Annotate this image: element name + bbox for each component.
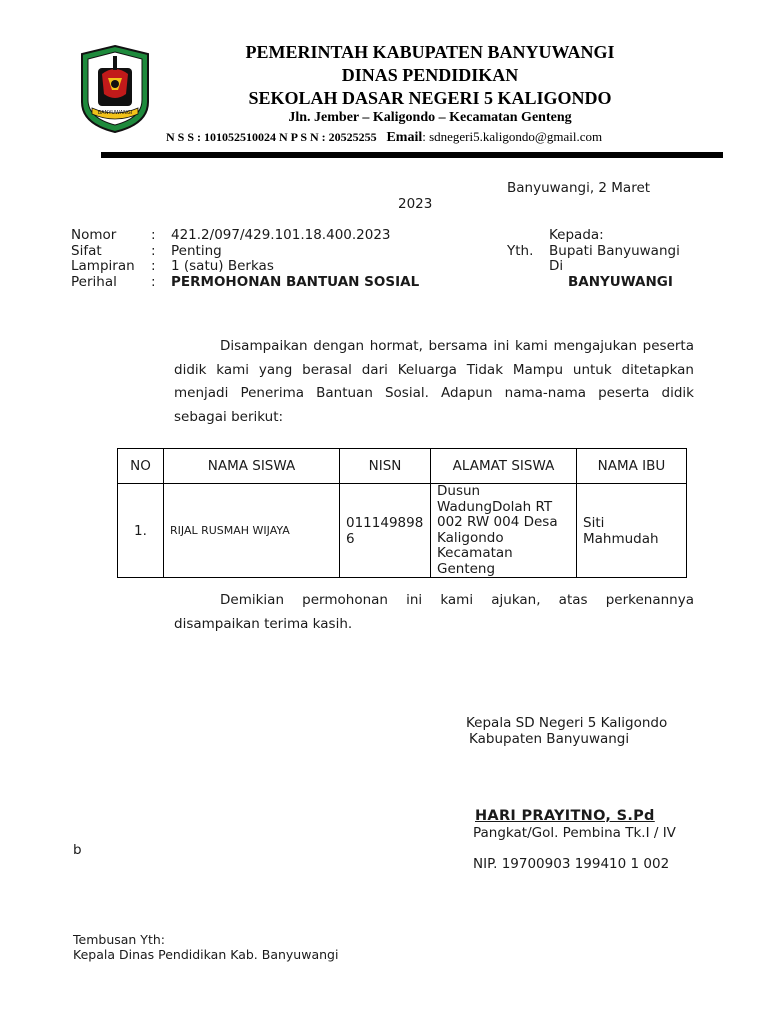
header-alamat: ALAMAT SISWA	[431, 449, 577, 484]
table-row	[118, 484, 687, 578]
recipient-name: Bupati Banyuwangi	[549, 243, 680, 259]
body-paragraph-closing	[174, 589, 694, 636]
lampiran-value: 1 (satu) Berkas	[171, 258, 274, 274]
recipient-di: Di	[549, 258, 564, 274]
letterhead-address: Jln. Jember – Kaligondo – Kecamatan Genteng	[288, 110, 572, 125]
letterhead-government: PEMERINTAH KABUPATEN BANYUWANGI	[245, 42, 615, 62]
cc-recipient: Kepala Dinas Pendidikan Kab. Banyuwangi	[73, 947, 339, 962]
paragraph-text: Demikian permohonan ini kami ajukan, atas perkenannya disampaikan terima kasih.	[174, 592, 694, 632]
header-no: NO	[118, 449, 164, 484]
colon: :	[151, 258, 156, 274]
nomor-value: 421.2/097/429.101.18.400.2023	[171, 227, 391, 243]
student-table	[117, 448, 687, 578]
perihal-value: PERMOHONAN BANTUAN SOSIAL	[171, 274, 420, 290]
signer-name: HARI PRAYITNO, S.Pd	[475, 808, 655, 824]
signer-nip: NIP. 19700903 199410 1 002	[473, 856, 670, 872]
cell-no: 1.	[118, 484, 164, 578]
regency-logo	[78, 44, 152, 134]
email-value: : sdnegeri5.kaligondo@gmail.com	[422, 129, 603, 144]
colon: :	[151, 227, 156, 243]
perihal-label: Perihal	[71, 274, 117, 290]
header-nama-ibu: NAMA IBU	[577, 449, 687, 484]
signer-institution: Kabupaten Banyuwangi	[469, 731, 630, 747]
svg-text:BANYUWANGI: BANYUWANGI	[97, 110, 133, 116]
letterhead-nss: N S S : 101052510024 N P S N : 20525255	[166, 130, 377, 144]
colon: :	[151, 274, 156, 290]
letter-year: 2023	[398, 196, 433, 212]
sifat-label: Sifat	[71, 243, 102, 259]
lampiran-label: Lampiran	[71, 258, 135, 274]
letterhead-ids	[166, 129, 602, 146]
letterhead-department: DINAS PENDIDIKAN	[341, 65, 519, 85]
table-header-row	[118, 449, 687, 484]
sifat-value: Penting	[171, 243, 222, 259]
recipient-yth: Yth.	[507, 243, 534, 259]
colon: :	[151, 243, 156, 259]
email-label: Email	[386, 130, 423, 145]
recipient-place: BANYUWANGI	[568, 274, 673, 290]
paragraph-text: Disampaikan dengan hormat, bersama ini kami mengajukan peserta didik kami yang berasal dari Keluarga Tidak Mampu untuk ditetapkan menjadi Penerima Bantuan Sosial. Adapun nama-nama peserta didik sebagai berikut:	[174, 338, 694, 425]
cc-label: Tembusan Yth:	[73, 932, 165, 947]
body-paragraph-intro	[174, 335, 694, 429]
cell-alamat: Dusun WadungDolah RT 002 RW 004 Desa Kaligondo Kecamatan Genteng	[431, 484, 577, 578]
letterhead-school: SEKOLAH DASAR NEGERI 5 KALIGONDO	[248, 88, 612, 108]
cell-nama-ibu: Siti Mahmudah	[577, 484, 687, 578]
signer-title: Kepala SD Negeri 5 Kaligondo	[466, 715, 668, 731]
letter-date: Banyuwangi, 2 Maret	[507, 180, 651, 196]
nomor-label: Nomor	[71, 227, 117, 243]
stray-character: b	[73, 842, 82, 858]
letterhead-rule	[101, 152, 723, 158]
recipient-kepada: Kepada:	[549, 227, 604, 243]
signer-rank: Pangkat/Gol. Pembina Tk.I / IV	[473, 825, 676, 841]
cell-nama-siswa: RIJAL RUSMAH WIJAYA	[164, 484, 340, 578]
header-nisn: NISN	[340, 449, 431, 484]
cell-nisn: 0111498986	[340, 484, 431, 578]
header-nama-siswa: NAMA SISWA	[164, 449, 340, 484]
